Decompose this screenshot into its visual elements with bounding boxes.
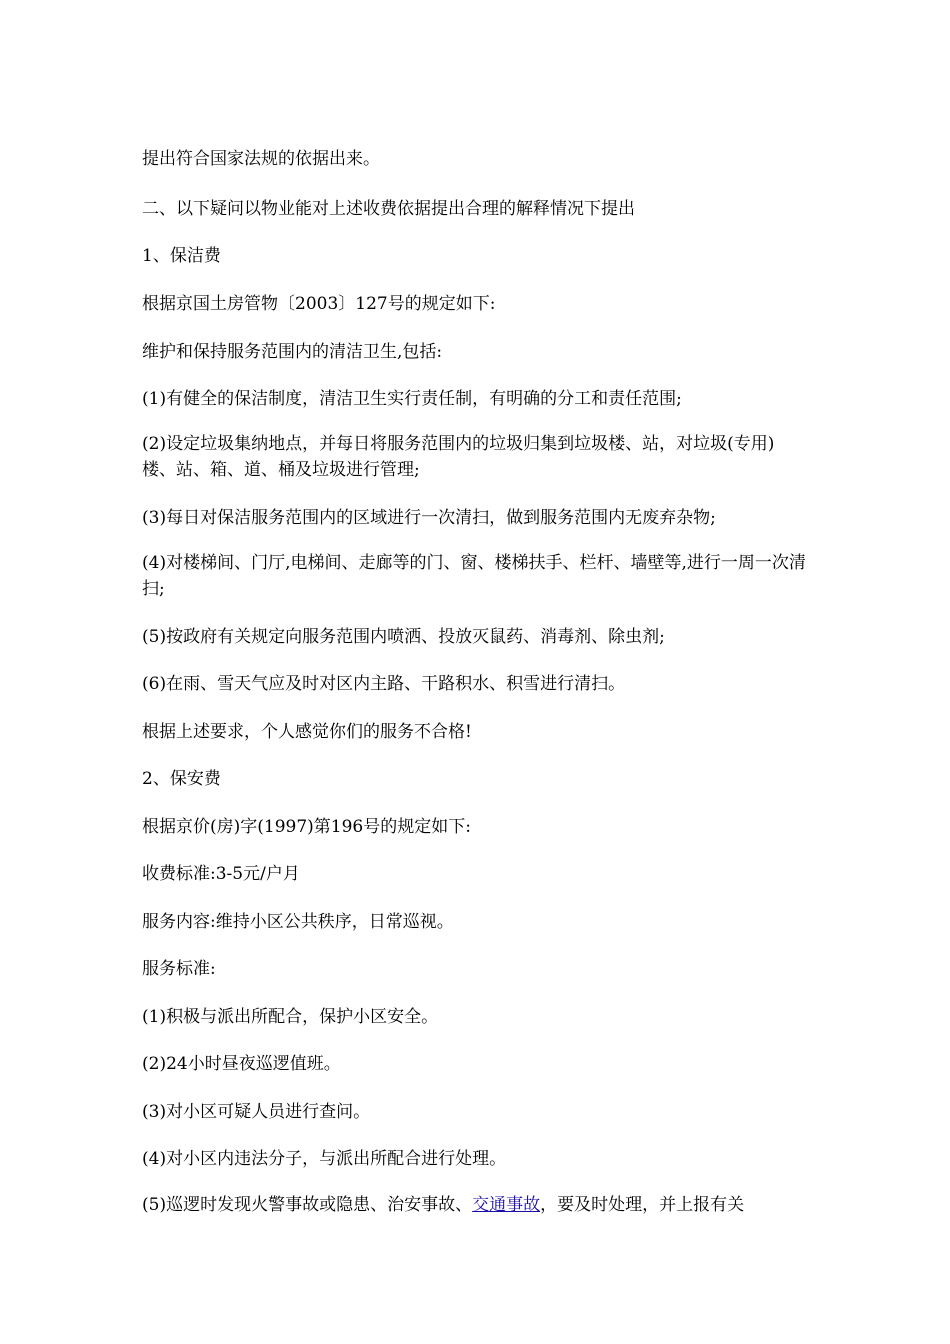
list-item: (4)对小区内违法分子，与派出所配合进行处理。: [142, 1149, 507, 1169]
subsection-heading: 2、保安费: [142, 769, 221, 789]
list-item: [142, 1192, 807, 1218]
list-item-text: (5)巡逻时发现火警事故或隐患、治安事故、: [142, 1195, 473, 1215]
paragraph: 根据上述要求，个人感觉你们的服务不合格!: [142, 722, 472, 742]
list-item: (5)按政府有关规定向服务范围内喷洒、投放灭鼠药、消毒剂、除虫剂;: [142, 627, 665, 647]
list-item: (6)在雨、雪天气应及时对区内主路、干路积水、积雪进行清扫。: [142, 674, 626, 694]
section-heading: 二、以下疑问以物业能对上述收费依据提出合理的解释情况下提出: [142, 199, 635, 219]
list-item: (1)积极与派出所配合，保护小区安全。: [142, 1007, 439, 1027]
subsection-heading: 1、保洁费: [142, 246, 221, 266]
list-item: (4)对楼梯间、门厅,电梯间、走廊等的门、窗、楼梯扶手、栏杆、墙壁等,进行一周一次清扫;: [142, 553, 806, 599]
list-item: (1)有健全的保洁制度，清洁卫生实行责任制，有明确的分工和责任范围;: [142, 389, 682, 409]
paragraph: 收费标准:3-5元/户月: [142, 864, 300, 884]
paragraph: 根据京国土房管物〔2003〕127号的规定如下:: [142, 294, 496, 314]
list-item: (3)对小区可疑人员进行查问。: [142, 1102, 371, 1122]
paragraph: 根据京价(房)字(1997)第196号的规定如下:: [142, 817, 471, 837]
paragraph: 提出符合国家法规的依据出来。: [142, 149, 380, 169]
list-item: (3)每日对保洁服务范围内的区域进行一次清扫，做到服务范围内无废弃杂物;: [142, 508, 716, 528]
traffic-accident-link[interactable]: 交通事故: [472, 1195, 541, 1215]
list-item: (2)24小时昼夜巡逻值班。: [142, 1054, 341, 1074]
paragraph: 维护和保持服务范围内的清洁卫生,包括:: [142, 342, 443, 362]
paragraph: 服务内容:维持小区公共秩序，日常巡视。: [142, 912, 454, 932]
paragraph: 服务标准:: [142, 959, 216, 979]
list-item-text: ，要及时处理，并上报有关: [540, 1195, 745, 1215]
list-item: (2)设定垃圾集纳地点，并每日将服务范围内的垃圾归集到垃圾楼、站，对垃圾(专用)楼、站、箱、道、桶及垃圾进行管理;: [142, 434, 775, 480]
